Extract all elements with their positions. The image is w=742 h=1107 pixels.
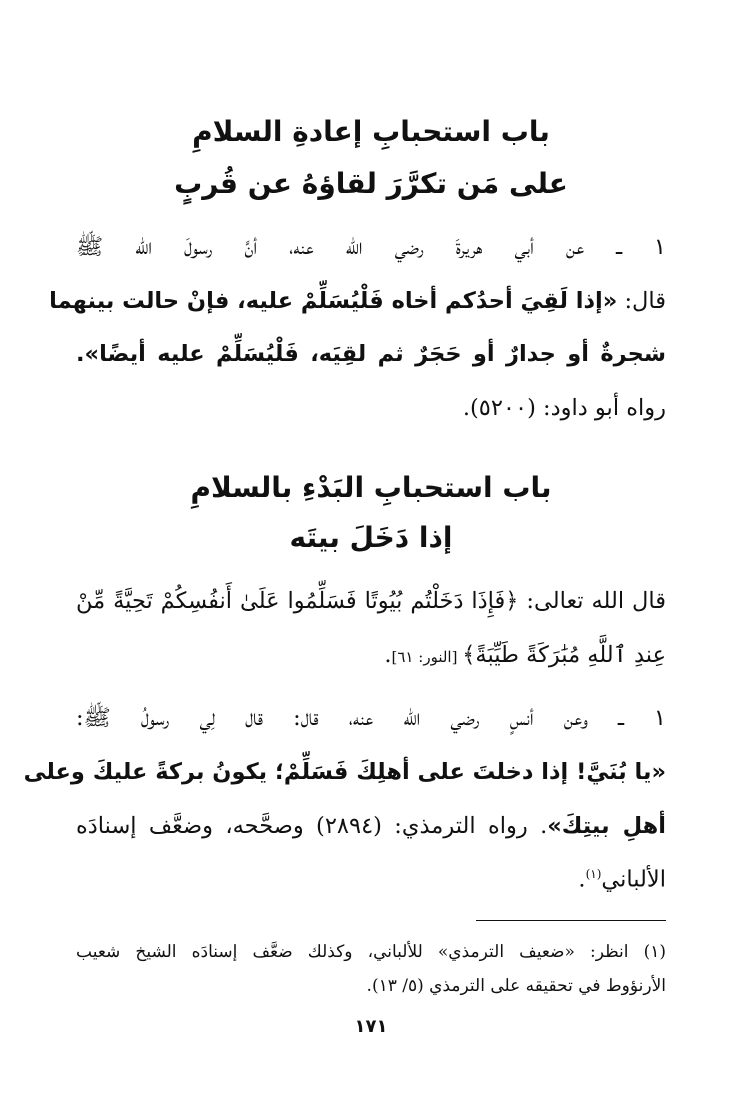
section2-title-line2: إذا دَخَلَ بيتَه (289, 521, 453, 554)
verse-reference: [النور: ٦١] (391, 648, 463, 666)
hadith2-line3-quote: أهلِ بيتِكَ» (547, 813, 666, 839)
verse-quran-part2: عِندِ ٱللَّهِ مُبَٰرَكَةً طَيِّبَةً﴾ (462, 642, 666, 668)
hadith1-line2 (49, 288, 666, 314)
section1-title-line2: على مَن تكرَّرَ لقاؤهُ عن قُربٍ (174, 167, 568, 200)
footnote-line1: (١) انظر: «ضعيف الترمذي» للألباني، وكذلك ضعَّف إسنادَه الشيخ شعيب (76, 942, 666, 962)
hadith1-line2-plain: قال: (617, 288, 666, 314)
hadith1-line1: ١ ــ عن أبي هريرةَ رضي الله عنه، أنَّ رسولَ الله ﷺ (76, 234, 666, 260)
hadith2-line3-source: . رواه الترمذي: (٢٨٩٤) وصحَّحه، وضعَّف إسنادَه (76, 813, 548, 839)
verse-line1 (76, 590, 666, 613)
footnote-line2: الأرنؤوط في تحقيقه على الترمذي (٥/ ١٣). (366, 976, 666, 996)
verse-intro: قال الله تعالى: (518, 588, 666, 614)
hadith2-line2: «يا بُنَيَّ! إذا دخلتَ على أهلِكَ فَسَلِّمْ؛ يكونُ بركةً عليكَ وعلى (23, 759, 666, 785)
footnote-marker[interactable]: (١) (585, 867, 602, 881)
verse-end: . (384, 642, 392, 668)
section1-title-line1: باب استحبابِ إعادةِ السلامِ (192, 115, 550, 148)
hadith2-line1: ١ ــ وعن أنسٍ رضي الله عنه، قال: قال لِي رسولُ ﷺ: (76, 705, 666, 731)
hadith2-line3 (76, 815, 666, 838)
hadith1-line3: شجرةٌ أو جدارٌ أو حَجَرٌ ثم لقِيَه، فَلْيُسَلِّمْ عليه أيضًا». (76, 341, 666, 367)
hadith1-source: رواه أبو داود: (٥٢٠٠). (462, 395, 666, 421)
verse-quran-part1: ﴿فَإِذَا دَخَلْتُم بُيُوتًا فَسَلِّمُوا عَلَىٰ أَنفُسِكُمْ تَحِيَّةً مِّنْ (76, 588, 519, 614)
hadith1-line2-quote: «إذا لَقِيَ أحدُكم أخاه فَلْيُسَلِّمْ عليه، فإنْ حالت بينهما (49, 288, 618, 314)
footnote-divider (476, 920, 666, 921)
hadith2-line4-text: الألباني (601, 866, 666, 893)
verse-line2 (76, 644, 666, 667)
hadith2-line4-end: . (578, 866, 586, 893)
hadith2-line4 (76, 868, 666, 891)
page-number: ١٧١ (354, 1016, 388, 1037)
section2-title-line1: باب استحبابِ البَدْءِ بالسلامِ (190, 471, 552, 504)
